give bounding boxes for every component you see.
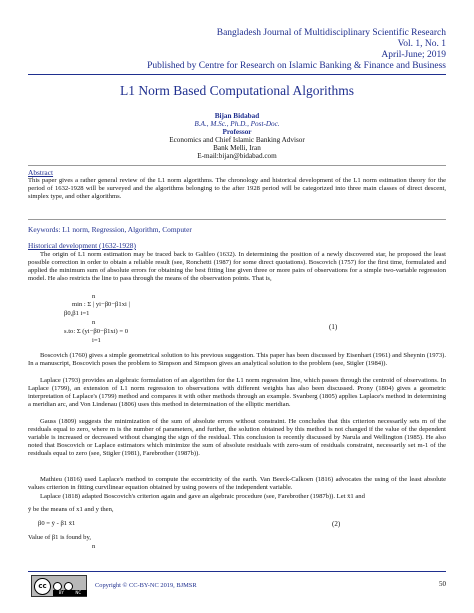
journal-volume: Vol. 1, No. 1 bbox=[397, 39, 446, 49]
cc-license-badge[interactable] bbox=[31, 575, 87, 597]
paragraph-4: Gauss (1809) suggests the minimization of the sum of absolute errors without constraint. He concludes that this criterion necessarily sets m of the residuals equal to zero, where m is the number of parameters, and further, the solution obtained by this method is not changed if the value of the dependent variable is increased or decreased without changing the sign of the residual. This conclusion is recently discussed by Narula and Wellington (1985). He also noted that Boscovich or Laplace estimators which minimize the sum of absolute residuals with zero-sum of residuals constraint, necessarily set m-1 of the residuals equal to zero (see, Stigler (1981), Farebrother (1987b)). bbox=[28, 418, 446, 458]
journal-publisher: Published by Centre for Research on Islamic Banking & Finance and Business bbox=[147, 61, 446, 71]
eq3-n: n bbox=[92, 543, 96, 550]
eq1-line3: s.to: Σ (yi−β0−β1xi) = 0 bbox=[64, 328, 129, 335]
eq1-line2: β0,β1 i=1 bbox=[64, 310, 90, 317]
eq1-line4: i=1 bbox=[92, 337, 101, 344]
footer-copyright: Copyright © CC-BY-NC 2019, BJMSR bbox=[95, 582, 197, 589]
author-email: E-mail:bijan@bidabad.com bbox=[197, 152, 277, 160]
author-name: Bijan Bidabad bbox=[214, 112, 260, 120]
section-heading: Historical development (1632-1928) bbox=[28, 241, 136, 250]
cc-nc-label: NC bbox=[75, 590, 82, 595]
journal-name: Bangladesh Journal of Multidisciplinary Scientific Research bbox=[216, 28, 446, 38]
header-rule bbox=[28, 74, 446, 75]
paragraph-1: The origin of L1 norm estimation may be traced back to Galileo (1632). In determining the position of a newly discovered star, he proposed the least possible correction in order to obtain a reliable result (see, Ronchetti (1987) for some direct quotations). Boscovich (1757) for the first time, formulated and applied the minimum sum of absolute errors for obtaining the best fitting line given three or more pairs of observations for a simple two-variable regression model. He also restricts the line to pass through the means of the observation points. That is, bbox=[28, 251, 446, 283]
eq1-n-mid: n bbox=[92, 319, 96, 326]
abstract-bottom-rule bbox=[28, 219, 446, 220]
author-role: Economics and Chief Islamic Banking Advisor bbox=[169, 136, 305, 144]
page-number: 50 bbox=[439, 580, 446, 588]
cc-icon: cc bbox=[34, 578, 51, 595]
paper-title: L1 Norm Based Computational Algorithms bbox=[120, 83, 354, 98]
paragraph-2: Boscovich (1760) gives a simple geometrical solution to his previous suggestion. This paper has been discussed by Eisenhart (1961) and Sheynin (1973). In a manuscript, Boscovich poses the problem to Simpson and Simpson gives an analytical solution to the problem (see, Stigler (1984)). bbox=[28, 352, 446, 368]
author-institution: Bank Melli, Iran bbox=[213, 144, 261, 152]
footer-rule bbox=[28, 571, 446, 572]
eq1-n-top: n bbox=[92, 293, 96, 300]
eq1-line1: min : Σ | yi−β0−β1xi | bbox=[72, 301, 130, 308]
cc-label bbox=[53, 590, 87, 596]
abstract-text: This paper gives a rather general review of the L1 norm algorithms. The chronology and historical development of the L1 norm estimation theory for the period of 1632-1928 will be surveyed and the algorithms belonging to the after 1928 period will be categorized into three main classes of direct descent, simplex type, and other algorithms. bbox=[28, 177, 446, 201]
eq1-number: (1) bbox=[329, 323, 338, 331]
author-degrees: B.A., M.Sc., Ph.D., Post-Doc. bbox=[194, 120, 280, 128]
eq2-number: (2) bbox=[332, 520, 341, 528]
paragraph-7: ȳ be the means of x1 and y then, bbox=[28, 506, 114, 513]
cc-by-label: BY bbox=[58, 590, 64, 595]
paragraph-3: Laplace (1793) provides an algebraic formulation of an algorithm for the L1 norm regression line, which passes through the centroid of observations. In Laplace (1799), an extension of L1 norm regression to observations with different weights has also been discussed. Prony (1804) gives a geometric interpretation of Laplace's (1799) method and compares it with other methods through an example. Svanberg (1805) applies Laplace's method in determining a meridian arc, and Von Lindenau (1806) uses this method in determination of the elliptic meridian. bbox=[28, 377, 446, 409]
keywords: Keywords: L1 norm, Regression, Algorithm, Computer bbox=[28, 225, 192, 234]
paragraph-5: Mathieu (1816) used Laplace's method to compute the eccentricity of the earth. Van Beeck-Calkoen (1816) advocates the using of the least absolute values criterion in fitting curvilinear equation obtained by using powers of the independent variable. bbox=[28, 476, 446, 492]
author-position: Professor bbox=[222, 128, 252, 136]
paragraph-6: Laplace (1818) adapted Boscovich's criterion again and gave an algebraic procedure (see, Farebrother (1987b)). Let x̄1 and bbox=[40, 493, 365, 500]
journal-date: April-June; 2019 bbox=[381, 50, 446, 60]
eq2: β0 = ȳ - β1 x̄1 bbox=[38, 520, 76, 527]
paragraph-8: Value of β1 is found by, bbox=[28, 534, 91, 541]
abstract-top-rule bbox=[28, 165, 446, 166]
abstract-heading: Abstract bbox=[28, 168, 54, 177]
